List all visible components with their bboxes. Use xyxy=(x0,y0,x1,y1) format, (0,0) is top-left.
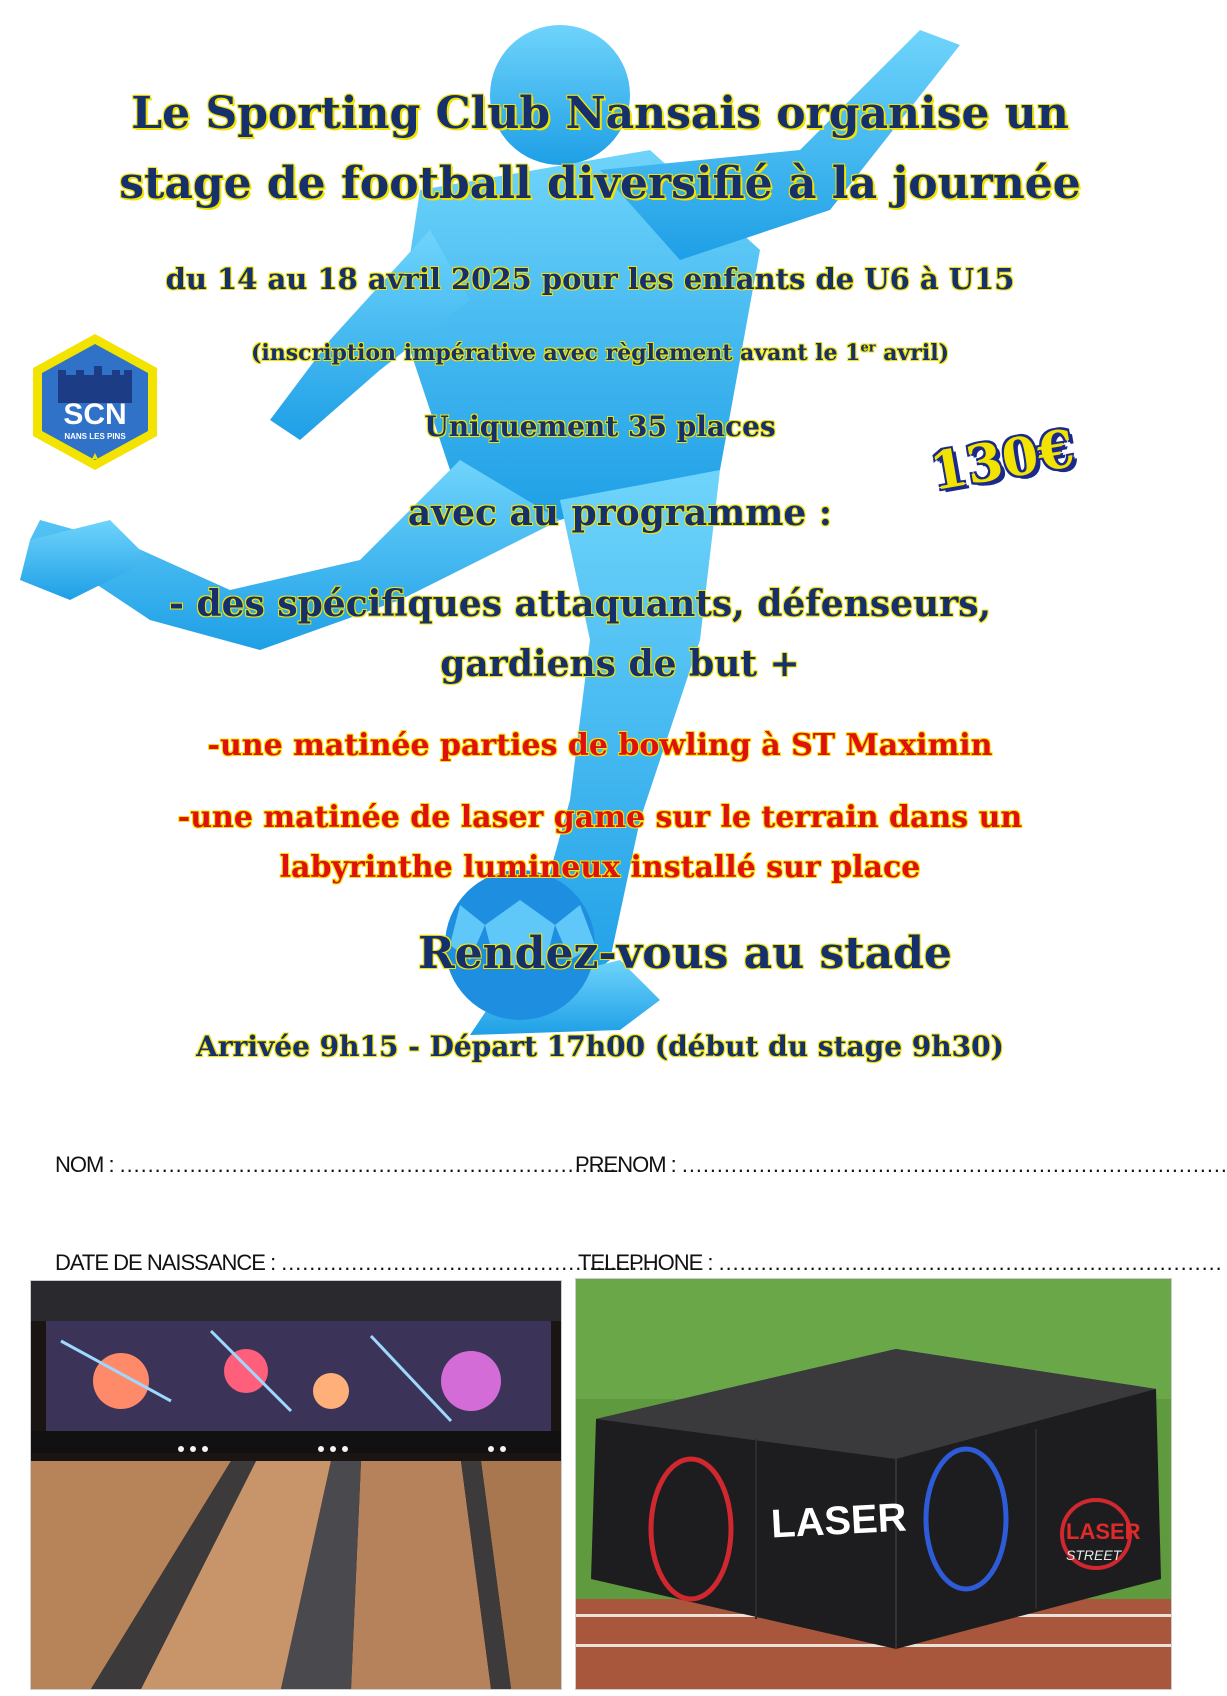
price-tag: 130€ xyxy=(925,417,1079,504)
laser-game-photo xyxy=(575,1278,1172,1690)
program-specifics-line2: gardiens de but + xyxy=(440,643,800,685)
poster-title-line1: Le Sporting Club Nansais organise un xyxy=(131,88,1069,139)
stage-dates: du 14 au 18 avril 2025 pour les enfants de U6 à U15 xyxy=(165,262,1015,296)
schedule: Arrivée 9h15 - Départ 17h00 (début du stage 9h30) xyxy=(196,1030,1004,1063)
program-specifics-line1: - des spécifiques attaquants, défenseurs, xyxy=(169,583,991,625)
logo-text: SCN xyxy=(63,398,127,431)
form-telephone-field[interactable]: TELEPHONE : ……………………………………………………………… xyxy=(578,1250,1222,1275)
program-intro: avec au programme : xyxy=(407,492,833,534)
meeting-place: Rendez-vous au stade xyxy=(418,928,952,979)
registration-note: (inscription impérative avec règlement avant le 1er avril) xyxy=(250,340,950,366)
form-prenom-field[interactable]: PRENOM : …………………………………………………………………… xyxy=(575,1152,1227,1177)
logo-subtext: NANS LES PINS xyxy=(64,432,126,441)
laser-street-sub: STREET xyxy=(1066,1547,1122,1563)
program-laser-line1: -une matinée de laser game sur le terrain dans un xyxy=(177,800,1023,835)
program-laser-line2: labyrinthe lumineux installé sur place xyxy=(279,850,921,885)
bowling-photo xyxy=(30,1280,562,1690)
laser-brand-text: LASER xyxy=(769,1495,908,1547)
program-bowling: -une matinée parties de bowling à ST Maximin xyxy=(207,728,993,763)
places-count: Uniquement 35 places xyxy=(424,410,776,443)
laser-street-logo: LASER xyxy=(1066,1519,1141,1544)
form-nom-field[interactable]: NOM : ……………………………………………………………… xyxy=(55,1152,623,1177)
form-date-naissance-field[interactable]: DATE DE NAISSANCE : ……………………………………………… xyxy=(55,1250,659,1275)
poster-title-line2: stage de football diversifié à la journée xyxy=(119,158,1081,209)
